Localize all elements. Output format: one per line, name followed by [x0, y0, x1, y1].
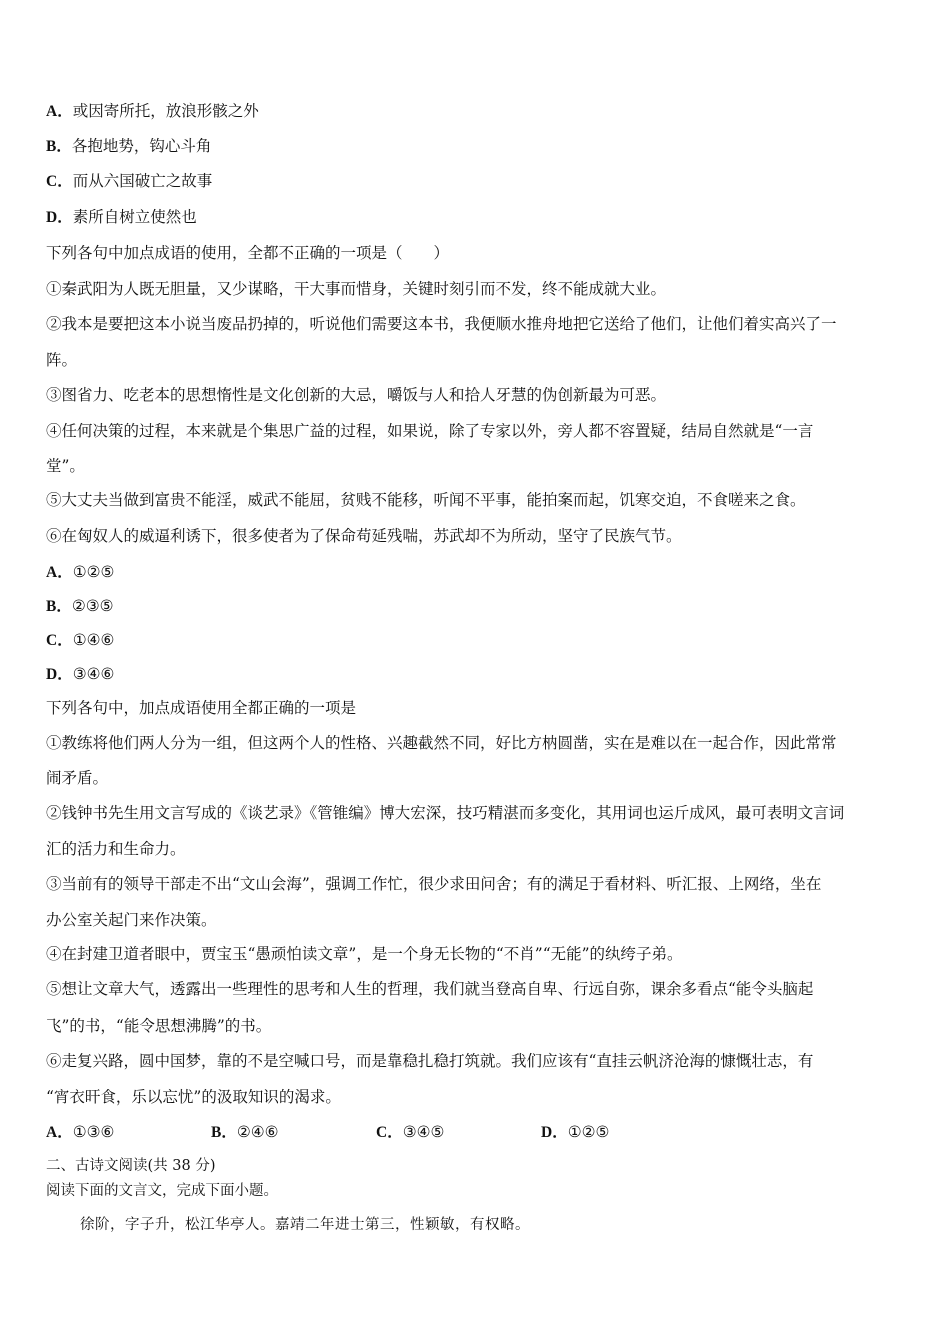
option-label: C． — [46, 173, 73, 190]
q3-item: ⑤想让文章大气，透露出一些理性的思考和人生的哲理，我们就当登高自卑、行远自弥，课余多看点“能令头脑起 — [46, 980, 814, 998]
q3-item-continued: “宵衣旰食，乐以忘忧”的汲取知识的渴求。 — [46, 1088, 341, 1106]
q2-item: ②我本是要把这本小说当废品扔掉的，听说他们需要这本书，我便顺水推舟地把它送给了他们，让他们着实高兴了一 — [46, 315, 837, 333]
option-label: A． — [46, 1124, 73, 1141]
q2-stem: 下列各句中加点成语的使用，全都不正确的一项是（ ） — [46, 244, 450, 262]
option-text: ①④⑥ — [72, 631, 115, 649]
q3-stem: 下列各句中，加点成语使用全都正确的一项是 — [46, 699, 357, 717]
q3-option-d — [541, 1122, 609, 1143]
option-text: ②③⑤ — [71, 597, 114, 615]
q2-item-continued: 堂”。 — [46, 457, 85, 475]
option-label: D． — [46, 209, 73, 226]
option-label: D． — [46, 666, 73, 683]
option-text: 而从六国破亡之故事 — [72, 172, 213, 190]
q2-item-continued: 阵。 — [46, 351, 78, 369]
option-label: D． — [541, 1124, 568, 1141]
section-instruction: 阅读下面的文言文，完成下面小题。 — [46, 1183, 278, 1199]
q2-item: ⑤大丈夫当做到富贵不能淫，威武不能屈，贫贱不能移，听闻不平事，能拍案而起，饥寒交迫，不食嗟来之食。 — [46, 491, 806, 509]
q3-item-continued: 汇的活力和生命力。 — [46, 840, 186, 858]
section-title: 二、古诗文阅读(共 38 分) — [46, 1158, 216, 1174]
q3-item: ③当前有的领导干部走不出“文山会海”，强调工作忙，很少求田问舍；有的满足于看材料、听汇报、上网络，坐在 — [46, 875, 822, 893]
option-label: B． — [211, 1124, 237, 1141]
classical-passage: 徐阶，字子升，松江华亭人。嘉靖二年进士第三，性颖敏，有权略。 — [80, 1217, 530, 1233]
option-text: 或因寄所托，放浪形骸之外 — [72, 102, 259, 120]
q3-options-row — [46, 1122, 908, 1143]
q3-item: ①教练将他们两人分为一组，但这两个人的性格、兴趣截然不同，好比方枘圆凿，实在是难以在一起合作，因此常常 — [46, 734, 837, 752]
q2-item: ⑥在匈奴人的威逼利诱下，很多使者为了保命苟延残喘，苏武却不为所动，坚守了民族气节。 — [46, 527, 682, 545]
option-label: B． — [46, 598, 72, 615]
option-text: ①②⑤ — [567, 1123, 610, 1141]
q3-item: ⑥走复兴路，圆中国梦，靠的不是空喊口号，而是靠稳扎稳打筑就。我们应该有“直挂云帆济沧海的慷慨壮志，有 — [46, 1052, 814, 1070]
option-label: A． — [46, 564, 73, 581]
option-label: B． — [46, 138, 72, 155]
q3-option-c — [376, 1122, 541, 1143]
q3-item: ②钱钟书先生用文言写成的《谈艺录》《管锥编》博大宏深，技巧精湛而多变化，其用词也运斤成风，最可表明文言词 — [46, 804, 845, 822]
q3-item-continued: 闹矛盾。 — [46, 769, 109, 787]
q2-item: ③图省力、吃老本的思想惰性是文化创新的大忌，嚼饭与人和拾人牙慧的伪创新最为可恶。 — [46, 386, 667, 404]
option-text: ③④⑥ — [72, 665, 115, 683]
q1-option-b — [46, 136, 908, 157]
q3-option-b — [211, 1122, 376, 1143]
q2-option-b — [46, 596, 908, 617]
q3-item-continued: 办公室关起门来作决策。 — [46, 911, 217, 929]
q3-item-continued: 飞”的书，“能令思想沸腾”的书。 — [46, 1017, 272, 1035]
q1-option-a — [46, 101, 908, 122]
option-text: 各抱地势，钩心斗角 — [71, 137, 212, 155]
option-text: ①②⑤ — [72, 563, 115, 581]
option-label: C． — [46, 632, 73, 649]
q3-item: ④在封建卫道者眼中，贾宝玉“愚顽怕读文章”，是一个身无长物的“不肖”“无能”的纨绔子弟。 — [46, 945, 683, 963]
option-text: ③④⑤ — [402, 1123, 445, 1141]
q2-option-d — [46, 664, 908, 685]
option-label: A． — [46, 103, 73, 120]
q2-item: ④任何决策的过程，本来就是个集思广益的过程，如果说，除了专家以外，旁人都不容置疑，结局自然就是“一言 — [46, 422, 814, 440]
q2-item: ①秦武阳为人既无胆量，又少谋略，干大事而惜身，关键时刻引而不发，终不能成就大业。 — [46, 280, 667, 298]
q2-option-c — [46, 630, 908, 651]
q3-option-a — [46, 1122, 211, 1143]
option-text: ②④⑥ — [236, 1123, 279, 1141]
option-label: C． — [376, 1124, 403, 1141]
option-text: ①③⑥ — [72, 1123, 115, 1141]
option-text: 素所自树立使然也 — [72, 208, 197, 226]
q1-option-c — [46, 171, 908, 192]
q1-option-d — [46, 207, 908, 228]
q2-option-a — [46, 562, 908, 583]
